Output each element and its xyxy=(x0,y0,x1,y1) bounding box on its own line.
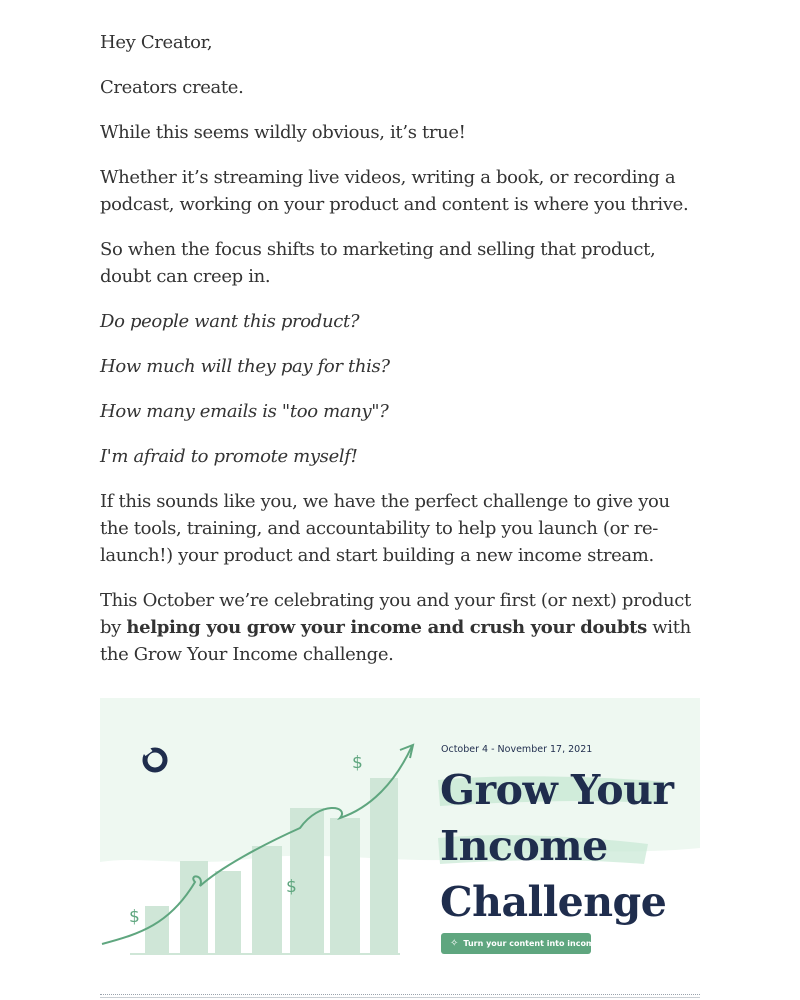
paragraph: While this seems wildly obvious, it’s true! xyxy=(100,122,466,143)
title-line: Grow Your xyxy=(440,766,674,814)
dollar-sign-icon: $ xyxy=(286,877,297,897)
dollar-sign-icon: $ xyxy=(129,907,140,927)
challenge-title xyxy=(440,762,695,930)
doubt-question: How many emails is "too many"? xyxy=(100,401,389,422)
doubt-question: Do people want this product? xyxy=(100,311,360,332)
doubt-question: How much will they pay for this? xyxy=(100,356,390,377)
greeting: Hey Creator, xyxy=(100,32,213,53)
email-body xyxy=(100,29,700,686)
paragraph: Creators create. xyxy=(100,77,244,98)
chart-bar xyxy=(145,906,169,954)
challenge-banner[interactable] xyxy=(100,698,700,958)
paragraph-text: with the Grow Your Income challenge. xyxy=(100,617,691,665)
doubt-question: I'm afraid to promote myself! xyxy=(100,446,358,467)
cta-label: Turn your content into income xyxy=(463,939,600,948)
divider xyxy=(100,997,700,998)
cta-button[interactable] xyxy=(441,933,600,954)
challenge-dates: October 4 - November 17, 2021 xyxy=(441,744,593,755)
paragraph xyxy=(100,587,700,668)
paragraph: Whether it’s streaming live videos, writing a book, or recording a podcast, working on your product and content is where you thrive. xyxy=(100,167,689,215)
sparkle-icon: ✧ xyxy=(450,937,459,949)
chart-bar xyxy=(252,846,282,954)
paragraph: So when the focus shifts to marketing and selling that product, doubt can creep in. xyxy=(100,239,656,287)
bold-emphasis: helping you grow your income and crush your doubts xyxy=(126,617,647,638)
title-line: Challenge xyxy=(440,878,667,926)
divider xyxy=(100,994,700,995)
dollar-sign-icon: $ xyxy=(352,753,363,773)
chart-bar xyxy=(330,818,360,954)
chart-bar xyxy=(215,871,241,954)
chart-bar xyxy=(180,861,208,954)
title-line: Income xyxy=(440,822,608,870)
chart-bar xyxy=(370,778,398,954)
paragraph-text: This October we’re celebrating you and your first (or next) product by xyxy=(100,590,691,638)
paragraph: If this sounds like you, we have the perfect challenge to give you the tools, training, and accountability to help you launch (or re-launch!) your product and start building a new income stream. xyxy=(100,491,670,566)
